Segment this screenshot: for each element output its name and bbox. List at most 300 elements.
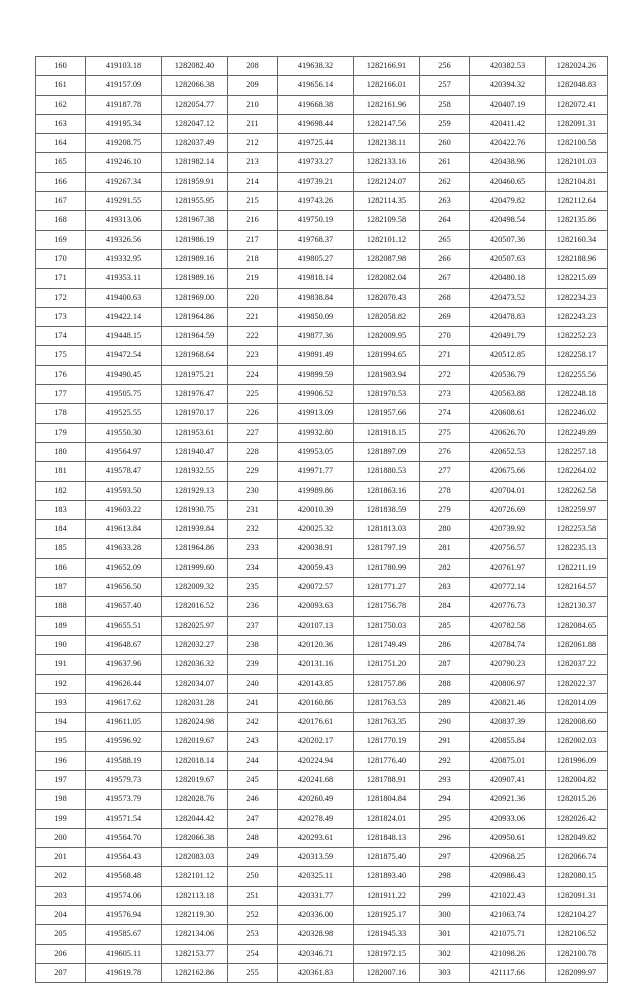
y-coordinate-cell: 1282259.97 bbox=[546, 500, 608, 519]
y-coordinate-cell: 1282080.15 bbox=[546, 867, 608, 886]
x-coordinate-cell: 420331.77 bbox=[278, 886, 354, 905]
point-number-cell: 182 bbox=[36, 481, 86, 500]
y-coordinate-cell: 1282248.18 bbox=[546, 385, 608, 404]
x-coordinate-cell: 419422.14 bbox=[86, 307, 162, 326]
x-coordinate-cell: 420059.43 bbox=[278, 558, 354, 577]
y-coordinate-cell: 1282047.12 bbox=[162, 114, 228, 133]
x-coordinate-cell: 419750.19 bbox=[278, 211, 354, 230]
table-row bbox=[36, 597, 608, 616]
x-coordinate-cell: 419739.21 bbox=[278, 172, 354, 191]
y-coordinate-cell: 1282147.56 bbox=[354, 114, 420, 133]
y-coordinate-cell: 1282091.31 bbox=[546, 886, 608, 905]
y-coordinate-cell: 1281967.38 bbox=[162, 211, 228, 230]
y-coordinate-cell: 1282054.77 bbox=[162, 95, 228, 114]
y-coordinate-cell: 1282036.32 bbox=[162, 655, 228, 674]
x-coordinate-cell: 420491.79 bbox=[470, 327, 546, 346]
y-coordinate-cell: 1282101.12 bbox=[354, 230, 420, 249]
x-coordinate-cell: 419576.94 bbox=[86, 906, 162, 925]
x-coordinate-cell: 420986.43 bbox=[470, 867, 546, 886]
x-coordinate-cell: 419246.10 bbox=[86, 153, 162, 172]
point-number-cell: 294 bbox=[420, 790, 470, 809]
y-coordinate-cell: 1281813.03 bbox=[354, 520, 420, 539]
table-row bbox=[36, 790, 608, 809]
table-row bbox=[36, 944, 608, 963]
x-coordinate-cell: 419877.36 bbox=[278, 327, 354, 346]
x-coordinate-cell: 420507.63 bbox=[470, 249, 546, 268]
point-number-cell: 185 bbox=[36, 539, 86, 558]
table-row bbox=[36, 616, 608, 635]
y-coordinate-cell: 1282162.86 bbox=[162, 963, 228, 982]
point-number-cell: 246 bbox=[228, 790, 278, 809]
x-coordinate-cell: 420422.76 bbox=[470, 134, 546, 153]
x-coordinate-cell: 419353.11 bbox=[86, 269, 162, 288]
y-coordinate-cell: 1282130.37 bbox=[546, 597, 608, 616]
x-coordinate-cell: 420010.39 bbox=[278, 500, 354, 519]
x-coordinate-cell: 420479.82 bbox=[470, 192, 546, 211]
point-number-cell: 186 bbox=[36, 558, 86, 577]
point-number-cell: 183 bbox=[36, 500, 86, 519]
x-coordinate-cell: 419568.48 bbox=[86, 867, 162, 886]
table-row bbox=[36, 848, 608, 867]
point-number-cell: 229 bbox=[228, 462, 278, 481]
y-coordinate-cell: 1282061.88 bbox=[546, 635, 608, 654]
x-coordinate-cell: 419906.52 bbox=[278, 385, 354, 404]
x-coordinate-cell: 420806.97 bbox=[470, 674, 546, 693]
x-coordinate-cell: 419638.32 bbox=[278, 57, 354, 76]
point-number-cell: 174 bbox=[36, 327, 86, 346]
x-coordinate-cell: 419400.63 bbox=[86, 288, 162, 307]
point-number-cell: 274 bbox=[420, 404, 470, 423]
point-number-cell: 200 bbox=[36, 828, 86, 847]
point-number-cell: 181 bbox=[36, 462, 86, 481]
y-coordinate-cell: 1282082.40 bbox=[162, 57, 228, 76]
x-coordinate-cell: 420563.88 bbox=[470, 385, 546, 404]
y-coordinate-cell: 1281955.95 bbox=[162, 192, 228, 211]
y-coordinate-cell: 1281959.91 bbox=[162, 172, 228, 191]
point-number-cell: 164 bbox=[36, 134, 86, 153]
x-coordinate-cell: 419637.96 bbox=[86, 655, 162, 674]
point-number-cell: 256 bbox=[420, 57, 470, 76]
point-number-cell: 243 bbox=[228, 732, 278, 751]
y-coordinate-cell: 1282015.26 bbox=[546, 790, 608, 809]
y-coordinate-cell: 1282032.27 bbox=[162, 635, 228, 654]
point-number-cell: 282 bbox=[420, 558, 470, 577]
x-coordinate-cell: 419913.09 bbox=[278, 404, 354, 423]
x-coordinate-cell: 420790.23 bbox=[470, 655, 546, 674]
x-coordinate-cell: 420837.39 bbox=[470, 713, 546, 732]
y-coordinate-cell: 1282083.03 bbox=[162, 848, 228, 867]
x-coordinate-cell: 420473.52 bbox=[470, 288, 546, 307]
point-number-cell: 280 bbox=[420, 520, 470, 539]
y-coordinate-cell: 1282188.96 bbox=[546, 249, 608, 268]
y-coordinate-cell: 1281989.16 bbox=[162, 249, 228, 268]
y-coordinate-cell: 1282114.35 bbox=[354, 192, 420, 211]
point-number-cell: 297 bbox=[420, 848, 470, 867]
point-number-cell: 303 bbox=[420, 963, 470, 982]
point-number-cell: 241 bbox=[228, 693, 278, 712]
y-coordinate-cell: 1282166.91 bbox=[354, 57, 420, 76]
point-number-cell: 260 bbox=[420, 134, 470, 153]
point-number-cell: 175 bbox=[36, 346, 86, 365]
point-number-cell: 230 bbox=[228, 481, 278, 500]
x-coordinate-cell: 420038.91 bbox=[278, 539, 354, 558]
x-coordinate-cell: 420675.66 bbox=[470, 462, 546, 481]
point-number-cell: 259 bbox=[420, 114, 470, 133]
table-row bbox=[36, 211, 608, 230]
y-coordinate-cell: 1281756.78 bbox=[354, 597, 420, 616]
point-number-cell: 217 bbox=[228, 230, 278, 249]
x-coordinate-cell: 420536.79 bbox=[470, 365, 546, 384]
point-number-cell: 213 bbox=[228, 153, 278, 172]
point-number-cell: 234 bbox=[228, 558, 278, 577]
x-coordinate-cell: 419743.26 bbox=[278, 192, 354, 211]
point-number-cell: 179 bbox=[36, 423, 86, 442]
y-coordinate-cell: 1281975.21 bbox=[162, 365, 228, 384]
x-coordinate-cell: 420382.53 bbox=[470, 57, 546, 76]
point-number-cell: 178 bbox=[36, 404, 86, 423]
x-coordinate-cell: 420176.61 bbox=[278, 713, 354, 732]
x-coordinate-cell: 419932.80 bbox=[278, 423, 354, 442]
x-coordinate-cell: 419657.40 bbox=[86, 597, 162, 616]
table-row bbox=[36, 809, 608, 828]
point-number-cell: 208 bbox=[228, 57, 278, 76]
x-coordinate-cell: 419850.09 bbox=[278, 307, 354, 326]
x-coordinate-cell: 420328.98 bbox=[278, 925, 354, 944]
y-coordinate-cell: 1282031.28 bbox=[162, 693, 228, 712]
y-coordinate-cell: 1281788.91 bbox=[354, 770, 420, 789]
point-number-cell: 276 bbox=[420, 442, 470, 461]
point-number-cell: 214 bbox=[228, 172, 278, 191]
x-coordinate-cell: 421098.26 bbox=[470, 944, 546, 963]
y-coordinate-cell: 1282101.12 bbox=[162, 867, 228, 886]
x-coordinate-cell: 419648.67 bbox=[86, 635, 162, 654]
x-coordinate-cell: 420438.96 bbox=[470, 153, 546, 172]
point-number-cell: 205 bbox=[36, 925, 86, 944]
x-coordinate-cell: 421022.43 bbox=[470, 886, 546, 905]
x-coordinate-cell: 421075.71 bbox=[470, 925, 546, 944]
point-number-cell: 220 bbox=[228, 288, 278, 307]
x-coordinate-cell: 420498.54 bbox=[470, 211, 546, 230]
point-number-cell: 228 bbox=[228, 442, 278, 461]
point-number-cell: 177 bbox=[36, 385, 86, 404]
point-number-cell: 211 bbox=[228, 114, 278, 133]
point-number-cell: 201 bbox=[36, 848, 86, 867]
point-number-cell: 247 bbox=[228, 809, 278, 828]
x-coordinate-cell: 419157.09 bbox=[86, 76, 162, 95]
y-coordinate-cell: 1282101.03 bbox=[546, 153, 608, 172]
y-coordinate-cell: 1281929.13 bbox=[162, 481, 228, 500]
x-coordinate-cell: 419596.92 bbox=[86, 732, 162, 751]
y-coordinate-cell: 1282100.58 bbox=[546, 134, 608, 153]
point-number-cell: 221 bbox=[228, 307, 278, 326]
y-coordinate-cell: 1282243.23 bbox=[546, 307, 608, 326]
y-coordinate-cell: 1281838.59 bbox=[354, 500, 420, 519]
point-number-cell: 289 bbox=[420, 693, 470, 712]
table-row bbox=[36, 172, 608, 191]
y-coordinate-cell: 1281970.17 bbox=[162, 404, 228, 423]
y-coordinate-cell: 1281751.20 bbox=[354, 655, 420, 674]
x-coordinate-cell: 420821.46 bbox=[470, 693, 546, 712]
x-coordinate-cell: 419574.06 bbox=[86, 886, 162, 905]
y-coordinate-cell: 1282037.49 bbox=[162, 134, 228, 153]
x-coordinate-cell: 420394.32 bbox=[470, 76, 546, 95]
point-number-cell: 169 bbox=[36, 230, 86, 249]
y-coordinate-cell: 1281940.47 bbox=[162, 442, 228, 461]
table-row bbox=[36, 462, 608, 481]
y-coordinate-cell: 1282104.81 bbox=[546, 172, 608, 191]
y-coordinate-cell: 1281776.40 bbox=[354, 751, 420, 770]
point-number-cell: 271 bbox=[420, 346, 470, 365]
y-coordinate-cell: 1282066.38 bbox=[162, 828, 228, 847]
point-number-cell: 227 bbox=[228, 423, 278, 442]
table-row bbox=[36, 770, 608, 789]
point-number-cell: 191 bbox=[36, 655, 86, 674]
y-coordinate-cell: 1282246.02 bbox=[546, 404, 608, 423]
point-number-cell: 236 bbox=[228, 597, 278, 616]
x-coordinate-cell: 420968.25 bbox=[470, 848, 546, 867]
x-coordinate-cell: 419326.56 bbox=[86, 230, 162, 249]
x-coordinate-cell: 419655.51 bbox=[86, 616, 162, 635]
point-number-cell: 233 bbox=[228, 539, 278, 558]
table-row bbox=[36, 655, 608, 674]
point-number-cell: 249 bbox=[228, 848, 278, 867]
point-number-cell: 225 bbox=[228, 385, 278, 404]
x-coordinate-cell: 420626.70 bbox=[470, 423, 546, 442]
point-number-cell: 196 bbox=[36, 751, 86, 770]
x-coordinate-cell: 419571.54 bbox=[86, 809, 162, 828]
y-coordinate-cell: 1281848.13 bbox=[354, 828, 420, 847]
x-coordinate-cell: 419208.75 bbox=[86, 134, 162, 153]
point-number-cell: 267 bbox=[420, 269, 470, 288]
coordinate-table-body bbox=[36, 57, 608, 983]
point-number-cell: 206 bbox=[36, 944, 86, 963]
y-coordinate-cell: 1281945.33 bbox=[354, 925, 420, 944]
x-coordinate-cell: 419633.28 bbox=[86, 539, 162, 558]
point-number-cell: 163 bbox=[36, 114, 86, 133]
y-coordinate-cell: 1281757.86 bbox=[354, 674, 420, 693]
y-coordinate-cell: 1281749.49 bbox=[354, 635, 420, 654]
table-row bbox=[36, 906, 608, 925]
point-number-cell: 257 bbox=[420, 76, 470, 95]
x-coordinate-cell: 420336.00 bbox=[278, 906, 354, 925]
y-coordinate-cell: 1282091.31 bbox=[546, 114, 608, 133]
point-number-cell: 288 bbox=[420, 674, 470, 693]
table-row bbox=[36, 520, 608, 539]
x-coordinate-cell: 420608.61 bbox=[470, 404, 546, 423]
x-coordinate-cell: 420143.85 bbox=[278, 674, 354, 693]
point-number-cell: 292 bbox=[420, 751, 470, 770]
x-coordinate-cell: 420704.01 bbox=[470, 481, 546, 500]
y-coordinate-cell: 1281968.64 bbox=[162, 346, 228, 365]
y-coordinate-cell: 1281797.19 bbox=[354, 539, 420, 558]
y-coordinate-cell: 1282026.42 bbox=[546, 809, 608, 828]
point-number-cell: 273 bbox=[420, 385, 470, 404]
point-number-cell: 184 bbox=[36, 520, 86, 539]
point-number-cell: 301 bbox=[420, 925, 470, 944]
table-row bbox=[36, 57, 608, 76]
x-coordinate-cell: 419579.73 bbox=[86, 770, 162, 789]
point-number-cell: 197 bbox=[36, 770, 86, 789]
y-coordinate-cell: 1282255.56 bbox=[546, 365, 608, 384]
x-coordinate-cell: 420756.57 bbox=[470, 539, 546, 558]
y-coordinate-cell: 1282124.07 bbox=[354, 172, 420, 191]
x-coordinate-cell: 419617.62 bbox=[86, 693, 162, 712]
x-coordinate-cell: 419195.34 bbox=[86, 114, 162, 133]
y-coordinate-cell: 1282004.82 bbox=[546, 770, 608, 789]
table-row bbox=[36, 365, 608, 384]
point-number-cell: 176 bbox=[36, 365, 86, 384]
y-coordinate-cell: 1282161.96 bbox=[354, 95, 420, 114]
y-coordinate-cell: 1281780.99 bbox=[354, 558, 420, 577]
y-coordinate-cell: 1282104.27 bbox=[546, 906, 608, 925]
point-number-cell: 295 bbox=[420, 809, 470, 828]
point-number-cell: 302 bbox=[420, 944, 470, 963]
y-coordinate-cell: 1282066.38 bbox=[162, 76, 228, 95]
y-coordinate-cell: 1281986.19 bbox=[162, 230, 228, 249]
x-coordinate-cell: 420278.49 bbox=[278, 809, 354, 828]
x-coordinate-cell: 420875.01 bbox=[470, 751, 546, 770]
table-row bbox=[36, 732, 608, 751]
point-number-cell: 190 bbox=[36, 635, 86, 654]
y-coordinate-cell: 1282018.14 bbox=[162, 751, 228, 770]
table-row bbox=[36, 713, 608, 732]
x-coordinate-cell: 419550.30 bbox=[86, 423, 162, 442]
point-number-cell: 222 bbox=[228, 327, 278, 346]
y-coordinate-cell: 1282258.17 bbox=[546, 346, 608, 365]
x-coordinate-cell: 419698.44 bbox=[278, 114, 354, 133]
y-coordinate-cell: 1282215.69 bbox=[546, 269, 608, 288]
y-coordinate-cell: 1281999.60 bbox=[162, 558, 228, 577]
point-number-cell: 269 bbox=[420, 307, 470, 326]
x-coordinate-cell: 419805.27 bbox=[278, 249, 354, 268]
x-coordinate-cell: 420776.73 bbox=[470, 597, 546, 616]
x-coordinate-cell: 419818.14 bbox=[278, 269, 354, 288]
point-number-cell: 223 bbox=[228, 346, 278, 365]
x-coordinate-cell: 420950.61 bbox=[470, 828, 546, 847]
point-number-cell: 251 bbox=[228, 886, 278, 905]
x-coordinate-cell: 419585.67 bbox=[86, 925, 162, 944]
y-coordinate-cell: 1281770.19 bbox=[354, 732, 420, 751]
x-coordinate-cell: 420325.11 bbox=[278, 867, 354, 886]
table-row bbox=[36, 828, 608, 847]
x-coordinate-cell: 419613.84 bbox=[86, 520, 162, 539]
table-row bbox=[36, 269, 608, 288]
x-coordinate-cell: 419490.45 bbox=[86, 365, 162, 384]
point-number-cell: 173 bbox=[36, 307, 86, 326]
y-coordinate-cell: 1282257.18 bbox=[546, 442, 608, 461]
point-number-cell: 255 bbox=[228, 963, 278, 982]
y-coordinate-cell: 1282160.34 bbox=[546, 230, 608, 249]
x-coordinate-cell: 419656.50 bbox=[86, 578, 162, 597]
y-coordinate-cell: 1282211.19 bbox=[546, 558, 608, 577]
point-number-cell: 286 bbox=[420, 635, 470, 654]
x-coordinate-cell: 420782.58 bbox=[470, 616, 546, 635]
y-coordinate-cell: 1282037.22 bbox=[546, 655, 608, 674]
y-coordinate-cell: 1282019.67 bbox=[162, 770, 228, 789]
table-row bbox=[36, 404, 608, 423]
point-number-cell: 199 bbox=[36, 809, 86, 828]
x-coordinate-cell: 419588.19 bbox=[86, 751, 162, 770]
y-coordinate-cell: 1282099.97 bbox=[546, 963, 608, 982]
x-coordinate-cell: 419313.06 bbox=[86, 211, 162, 230]
point-number-cell: 272 bbox=[420, 365, 470, 384]
point-number-cell: 270 bbox=[420, 327, 470, 346]
y-coordinate-cell: 1282087.98 bbox=[354, 249, 420, 268]
x-coordinate-cell: 419891.49 bbox=[278, 346, 354, 365]
x-coordinate-cell: 419593.50 bbox=[86, 481, 162, 500]
y-coordinate-cell: 1281970.53 bbox=[354, 385, 420, 404]
table-row bbox=[36, 674, 608, 693]
x-coordinate-cell: 420241.68 bbox=[278, 770, 354, 789]
y-coordinate-cell: 1281804.84 bbox=[354, 790, 420, 809]
y-coordinate-cell: 1282119.30 bbox=[162, 906, 228, 925]
table-row bbox=[36, 693, 608, 712]
point-number-cell: 232 bbox=[228, 520, 278, 539]
y-coordinate-cell: 1282008.60 bbox=[546, 713, 608, 732]
x-coordinate-cell: 419505.75 bbox=[86, 385, 162, 404]
table-row bbox=[36, 134, 608, 153]
y-coordinate-cell: 1281763.53 bbox=[354, 693, 420, 712]
table-row bbox=[36, 500, 608, 519]
x-coordinate-cell: 419626.44 bbox=[86, 674, 162, 693]
x-coordinate-cell: 420361.83 bbox=[278, 963, 354, 982]
x-coordinate-cell: 420093.63 bbox=[278, 597, 354, 616]
x-coordinate-cell: 420411.42 bbox=[470, 114, 546, 133]
y-coordinate-cell: 1282234.23 bbox=[546, 288, 608, 307]
x-coordinate-cell: 420025.32 bbox=[278, 520, 354, 539]
table-row bbox=[36, 230, 608, 249]
y-coordinate-cell: 1282072.41 bbox=[546, 95, 608, 114]
y-coordinate-cell: 1282138.11 bbox=[354, 134, 420, 153]
point-number-cell: 265 bbox=[420, 230, 470, 249]
table-row bbox=[36, 76, 608, 95]
x-coordinate-cell: 419971.77 bbox=[278, 462, 354, 481]
point-number-cell: 242 bbox=[228, 713, 278, 732]
x-coordinate-cell: 419187.78 bbox=[86, 95, 162, 114]
point-number-cell: 281 bbox=[420, 539, 470, 558]
y-coordinate-cell: 1281880.53 bbox=[354, 462, 420, 481]
x-coordinate-cell: 420739.92 bbox=[470, 520, 546, 539]
table-row bbox=[36, 558, 608, 577]
point-number-cell: 261 bbox=[420, 153, 470, 172]
x-coordinate-cell: 419448.15 bbox=[86, 327, 162, 346]
y-coordinate-cell: 1281964.86 bbox=[162, 307, 228, 326]
point-number-cell: 212 bbox=[228, 134, 278, 153]
table-row bbox=[36, 886, 608, 905]
y-coordinate-cell: 1281750.03 bbox=[354, 616, 420, 635]
table-row bbox=[36, 327, 608, 346]
y-coordinate-cell: 1282025.97 bbox=[162, 616, 228, 635]
x-coordinate-cell: 419768.37 bbox=[278, 230, 354, 249]
table-row bbox=[36, 751, 608, 770]
point-number-cell: 192 bbox=[36, 674, 86, 693]
table-row bbox=[36, 925, 608, 944]
point-number-cell: 193 bbox=[36, 693, 86, 712]
y-coordinate-cell: 1282007.16 bbox=[354, 963, 420, 982]
y-coordinate-cell: 1282133.16 bbox=[354, 153, 420, 172]
point-number-cell: 277 bbox=[420, 462, 470, 481]
x-coordinate-cell: 419953.05 bbox=[278, 442, 354, 461]
y-coordinate-cell: 1282044.42 bbox=[162, 809, 228, 828]
point-number-cell: 275 bbox=[420, 423, 470, 442]
point-number-cell: 296 bbox=[420, 828, 470, 847]
x-coordinate-cell: 419619.78 bbox=[86, 963, 162, 982]
x-coordinate-cell: 419725.44 bbox=[278, 134, 354, 153]
point-number-cell: 239 bbox=[228, 655, 278, 674]
point-number-cell: 198 bbox=[36, 790, 86, 809]
point-number-cell: 160 bbox=[36, 57, 86, 76]
y-coordinate-cell: 1282024.26 bbox=[546, 57, 608, 76]
